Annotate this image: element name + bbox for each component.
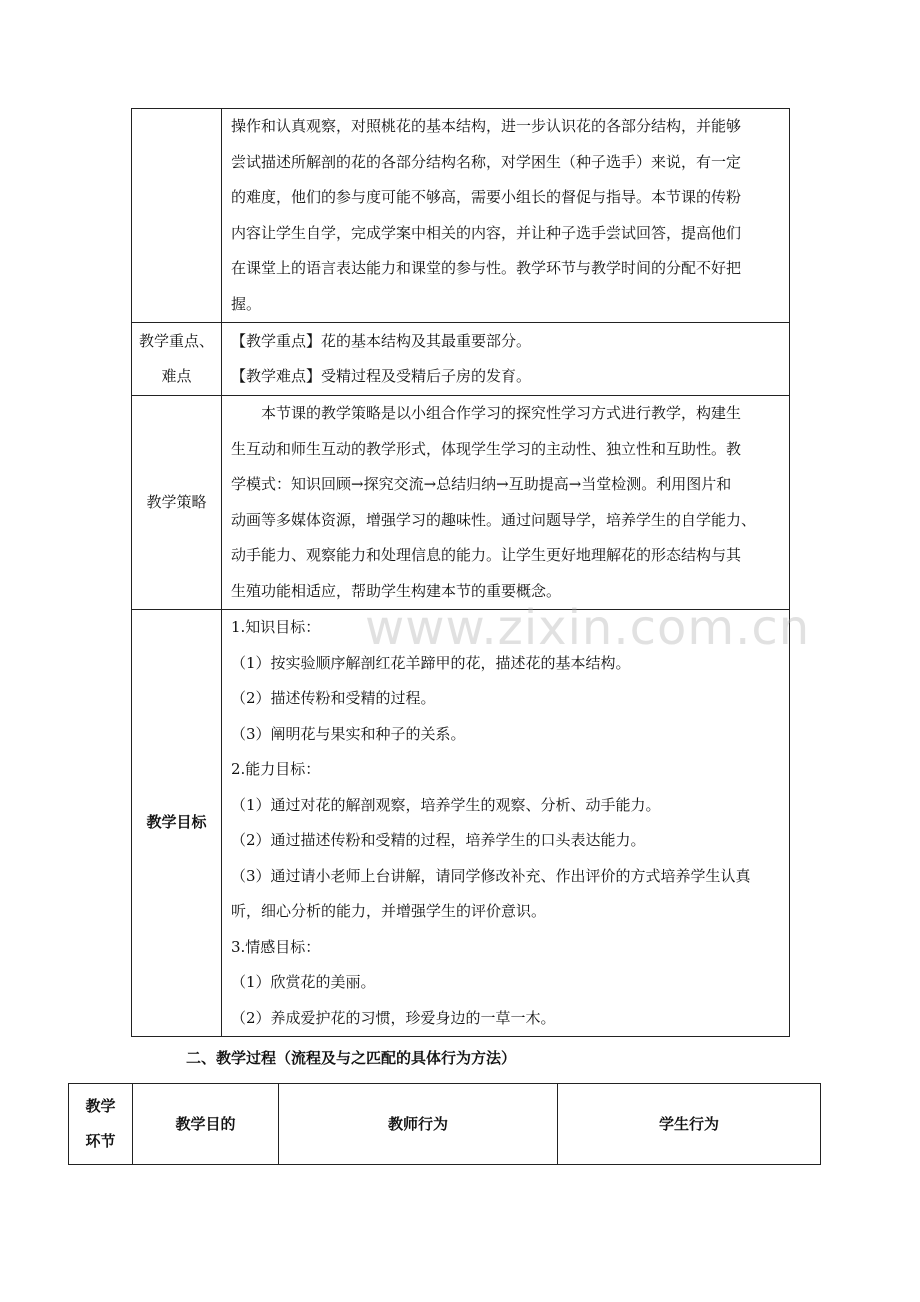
objectives-label: 教学目标 bbox=[132, 610, 222, 1037]
objective-item: （1）欣赏花的美丽。 bbox=[231, 973, 376, 991]
header-teaching-stage bbox=[69, 1084, 133, 1165]
objective-heading: 1.知识目标： bbox=[231, 618, 321, 636]
paragraph-line: 操作和认真观察，对照桃花的基本结构，进一步认识花的各部分结构，并能够 bbox=[231, 117, 742, 135]
paragraph-line: 尝试描述所解剖的花的各部分结构名称，对学困生（种子选手）来说，有一定 bbox=[231, 152, 742, 171]
paragraph-line: 的难度，他们的参与度可能不够高，需要小组长的督促与指导。本节课的传粉 bbox=[231, 188, 742, 206]
objective-heading: 3.情感目标： bbox=[231, 937, 321, 956]
difficulty-line: 【教学难点】受精过程及受精后子房的发育。 bbox=[231, 367, 532, 385]
paragraph-line: 生殖功能相适应，帮助学生构建本节的重要概念。 bbox=[231, 581, 562, 600]
objective-item: （2）养成爱护花的习惯，珍爱身边的一草一木。 bbox=[231, 1008, 556, 1027]
objective-heading: 2.能力目标： bbox=[231, 760, 321, 778]
watermark: www.zixin.com.cn bbox=[365, 600, 811, 656]
objective-item: （1）通过对花的解剖观察，培养学生的观察、分析、动手能力。 bbox=[231, 795, 661, 814]
header-teaching-purpose: 教学目的 bbox=[133, 1084, 279, 1165]
objective-item: 听，细心分析的能力，并增强学生的评价意识。 bbox=[231, 902, 547, 920]
section-title: 二、教学过程（流程及与之匹配的具体行为方法） bbox=[186, 1049, 517, 1067]
objectives-content bbox=[222, 610, 790, 1037]
header-teacher-behavior: 教师行为 bbox=[279, 1084, 558, 1165]
table-row-objectives bbox=[132, 610, 790, 1037]
row-label-empty bbox=[132, 109, 222, 323]
paragraph-line: 学模式：知识回顾→探究交流→总结归纳→互助提高→当堂检测。利用图片和 bbox=[231, 475, 732, 493]
paragraph-line: 动手能力、观察能力和处理信息的能力。让学生更好地理解花的形态结构与其 bbox=[231, 546, 742, 564]
paragraph-line: 本节课的教学策略是以小组合作学习的探究性学习方式进行教学，构建生 bbox=[261, 404, 742, 422]
header-line: 教学 bbox=[85, 1097, 116, 1115]
objective-item: （2）描述传粉和受精的过程。 bbox=[231, 689, 436, 707]
table-row-strategy bbox=[132, 396, 790, 610]
paragraph-line: 在课堂上的语言表达能力和课堂的参与性。教学环节与教学时间的分配不好把 bbox=[231, 259, 742, 277]
table-row-key-points bbox=[132, 323, 790, 396]
lesson-plan-table bbox=[131, 108, 790, 1037]
key-point-line: 【教学重点】花的基本结构及其最重要部分。 bbox=[231, 331, 532, 350]
key-points-label bbox=[132, 323, 222, 396]
table-header-row bbox=[69, 1084, 821, 1165]
paragraph-line: 动画等多媒体资源，增强学习的趣味性。通过问题导学，培养学生的自学能力、 bbox=[231, 510, 757, 529]
objective-item: （3）通过请小老师上台讲解，请同学修改补充、作出评价的方式培养学生认真 bbox=[231, 866, 751, 885]
objective-item: （3）阐明花与果实和种子的关系。 bbox=[231, 724, 466, 743]
header-student-behavior: 学生行为 bbox=[558, 1084, 821, 1165]
paragraph-line: 握。 bbox=[231, 294, 262, 313]
objective-item: （1）按实验顺序解剖红花羊蹄甲的花，描述花的基本结构。 bbox=[231, 653, 631, 672]
table-row-analysis bbox=[132, 109, 790, 323]
strategy-label: 教学策略 bbox=[132, 396, 222, 610]
analysis-content bbox=[222, 109, 790, 323]
paragraph-line: 生互动和师生互动的教学形式，体现学生学习的主动性、独立性和互助性。教 bbox=[231, 439, 742, 458]
label-line: 教学重点、 bbox=[138, 331, 214, 350]
label-line: 难点 bbox=[161, 367, 192, 385]
objective-item: （2）通过描述传粉和受精的过程，培养学生的口头表达能力。 bbox=[231, 831, 646, 849]
key-points-content bbox=[222, 323, 790, 396]
strategy-content bbox=[222, 396, 790, 610]
paragraph-line: 内容让学生自学，完成学案中相关的内容，并让种子选手尝试回答，提高他们 bbox=[231, 223, 742, 242]
header-line: 环节 bbox=[85, 1132, 116, 1150]
teaching-process-table bbox=[68, 1083, 821, 1165]
